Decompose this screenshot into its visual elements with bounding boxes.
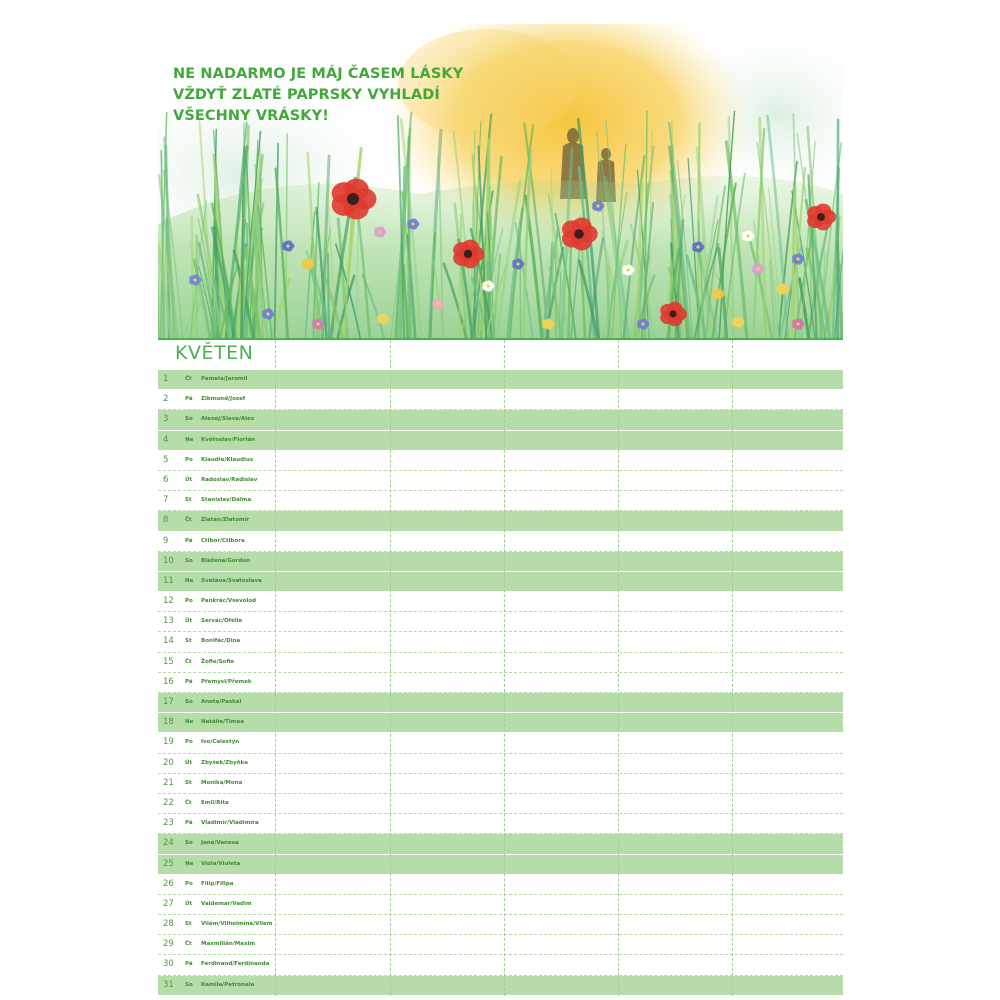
day-of-week: St xyxy=(185,497,192,504)
day-row[interactable] xyxy=(158,774,843,794)
day-row[interactable] xyxy=(158,471,843,491)
day-row[interactable] xyxy=(158,491,843,511)
day-row[interactable] xyxy=(158,632,843,652)
day-number: 13 xyxy=(163,616,174,627)
day-of-week: Čt xyxy=(185,658,192,665)
name-day: Pankrác/Vsevolod xyxy=(201,598,257,605)
day-row[interactable] xyxy=(158,875,843,895)
day-number: 6 xyxy=(163,474,169,485)
name-day: Aneta/Paskal xyxy=(201,699,242,705)
name-day: Alexej/Slava/Alex xyxy=(201,416,255,423)
name-day: Svatava/Svatoslava xyxy=(201,577,262,584)
day-of-week: Ne xyxy=(185,436,194,443)
day-row[interactable] xyxy=(158,431,843,451)
day-row[interactable] xyxy=(158,915,843,935)
name-day: Žofie/Sofie xyxy=(201,658,235,665)
name-day: Bonifác/Dina xyxy=(201,638,241,645)
day-number: 8 xyxy=(163,515,169,526)
day-of-week: Pá xyxy=(185,820,193,827)
day-row[interactable] xyxy=(158,713,843,733)
day-of-week: St xyxy=(185,921,192,928)
name-day: Valdemar/Vadim xyxy=(201,900,252,907)
day-number: 19 xyxy=(163,737,174,748)
day-row[interactable] xyxy=(158,754,843,774)
name-day: Vilém/Vilhelmína/Vilem xyxy=(201,921,273,928)
day-number: 23 xyxy=(163,818,174,829)
day-row[interactable] xyxy=(158,814,843,834)
day-row[interactable] xyxy=(158,733,843,753)
motto-text xyxy=(173,64,463,127)
name-day: Kamila/Petronela xyxy=(201,981,255,988)
name-day: Monika/Mona xyxy=(201,779,243,786)
day-number: 31 xyxy=(163,979,174,990)
day-row[interactable] xyxy=(158,572,843,592)
name-day: Pamela/Jaromil xyxy=(201,376,248,382)
day-row[interactable] xyxy=(158,673,843,693)
name-day: Natálie/Timea xyxy=(201,719,244,726)
month-header-row xyxy=(158,338,843,370)
day-number: 16 xyxy=(163,676,174,687)
day-of-week: Út xyxy=(185,759,193,766)
day-row[interactable] xyxy=(158,653,843,673)
day-number: 9 xyxy=(163,535,169,546)
day-of-week: Ne xyxy=(185,860,194,867)
motto-line-1: NE NADARMO JE MÁJ ČASEM LÁSKY xyxy=(173,66,464,82)
day-number: 28 xyxy=(163,919,174,930)
day-of-week: So xyxy=(185,416,193,423)
day-number: 26 xyxy=(163,878,174,889)
day-row[interactable] xyxy=(158,693,843,713)
column-divider xyxy=(504,340,505,996)
day-number: 27 xyxy=(163,898,174,909)
day-of-week: Čt xyxy=(185,799,192,806)
day-of-week: Út xyxy=(185,476,193,483)
day-number: 15 xyxy=(163,656,174,667)
day-rows xyxy=(158,370,843,996)
day-number: 7 xyxy=(163,495,169,506)
month-title: KVĚTEN xyxy=(175,342,254,364)
name-day: Stanislav/Dalma xyxy=(201,497,252,504)
day-number: 25 xyxy=(163,858,174,869)
column-divider xyxy=(732,340,733,996)
day-of-week: Pá xyxy=(185,537,193,544)
day-of-week: Čt xyxy=(185,517,192,524)
day-of-week: Ne xyxy=(185,577,194,584)
day-of-week: Út xyxy=(185,900,193,907)
day-of-week: So xyxy=(185,699,193,705)
name-day: Radoslav/Radislav xyxy=(201,476,258,483)
name-day: Servác/Ofélie xyxy=(201,618,243,625)
day-of-week: Pá xyxy=(185,961,193,968)
day-row[interactable] xyxy=(158,834,843,854)
day-number: 20 xyxy=(163,757,174,768)
day-row[interactable] xyxy=(158,390,843,410)
calendar-page xyxy=(158,24,843,1000)
day-number: 12 xyxy=(163,596,174,607)
day-number: 5 xyxy=(163,454,169,465)
day-row[interactable] xyxy=(158,532,843,552)
day-number: 30 xyxy=(163,959,174,970)
column-divider xyxy=(275,340,276,996)
day-row[interactable] xyxy=(158,511,843,531)
day-number: 3 xyxy=(163,414,169,425)
day-number: 1 xyxy=(163,374,169,384)
day-row[interactable] xyxy=(158,592,843,612)
name-day: Zbyšek/Zbyňka xyxy=(201,759,248,766)
day-number: 21 xyxy=(163,777,174,788)
motto-line-2: VŽDYŤ ZLATÉ PAPRSKY VYHLADÍ xyxy=(173,87,440,103)
day-of-week: St xyxy=(185,779,192,786)
day-number: 4 xyxy=(163,434,169,445)
day-number: 11 xyxy=(163,575,174,586)
day-number: 14 xyxy=(163,636,174,647)
name-day: Zikmund/Jozef xyxy=(201,396,246,403)
day-row[interactable] xyxy=(158,855,843,875)
day-of-week: So xyxy=(185,981,193,988)
name-day: Ferdinand/Ferdinanda xyxy=(201,961,270,968)
day-row[interactable] xyxy=(158,451,843,471)
day-row[interactable] xyxy=(158,612,843,632)
name-day: Květoslav/Florián xyxy=(201,436,256,443)
day-of-week: Pá xyxy=(185,678,193,685)
name-day: Klaudie/Klaudius xyxy=(201,456,254,463)
day-of-week: Po xyxy=(185,598,193,605)
name-day: Maxmilián/Maxim xyxy=(201,941,256,948)
day-number: 10 xyxy=(163,555,174,566)
name-day: Přemysl/Přemek xyxy=(201,678,252,685)
name-day: Filip/Filipa xyxy=(201,880,234,887)
day-row[interactable] xyxy=(158,794,843,814)
day-number: 22 xyxy=(163,797,174,808)
day-row[interactable] xyxy=(158,410,843,430)
name-day: Blažena/Gordon xyxy=(201,557,250,564)
day-row[interactable] xyxy=(158,552,843,572)
day-of-week: So xyxy=(185,557,193,564)
day-of-week: Po xyxy=(185,456,193,463)
day-row[interactable] xyxy=(158,370,843,390)
name-day: Viola/Violeta xyxy=(201,860,241,867)
day-of-week: Čt xyxy=(185,376,192,382)
name-day: Ivo/Celestýn xyxy=(201,739,240,746)
day-of-week: St xyxy=(185,638,192,645)
name-day: Vladimír/Vladimíra xyxy=(201,820,259,827)
day-of-week: Pá xyxy=(185,396,193,403)
day-of-week: Ne xyxy=(185,719,194,726)
name-day: Ctibor/Ctibora xyxy=(201,537,245,544)
day-number: 17 xyxy=(163,697,174,707)
day-of-week: Út xyxy=(185,618,193,625)
motto-line-3: VŠECHNY VRÁSKY! xyxy=(173,108,329,124)
day-of-week: So xyxy=(185,840,193,847)
column-divider xyxy=(618,340,619,996)
day-number: 18 xyxy=(163,717,174,728)
day-row[interactable] xyxy=(158,895,843,915)
name-day: Jana/Vanesa xyxy=(201,840,239,847)
column-divider xyxy=(390,340,391,996)
day-number: 24 xyxy=(163,838,174,849)
name-day: Zlatan/Zlatomír xyxy=(201,517,250,524)
day-of-week: Po xyxy=(185,739,193,746)
day-of-week: Čt xyxy=(185,941,192,948)
day-of-week: Po xyxy=(185,880,193,887)
day-row[interactable] xyxy=(158,955,843,975)
header-watercolor-painting xyxy=(158,24,843,339)
day-number: 2 xyxy=(163,394,169,405)
day-row[interactable] xyxy=(158,935,843,955)
name-day: Emil/Rita xyxy=(201,799,229,806)
day-number: 29 xyxy=(163,939,174,950)
day-row[interactable] xyxy=(158,976,843,996)
